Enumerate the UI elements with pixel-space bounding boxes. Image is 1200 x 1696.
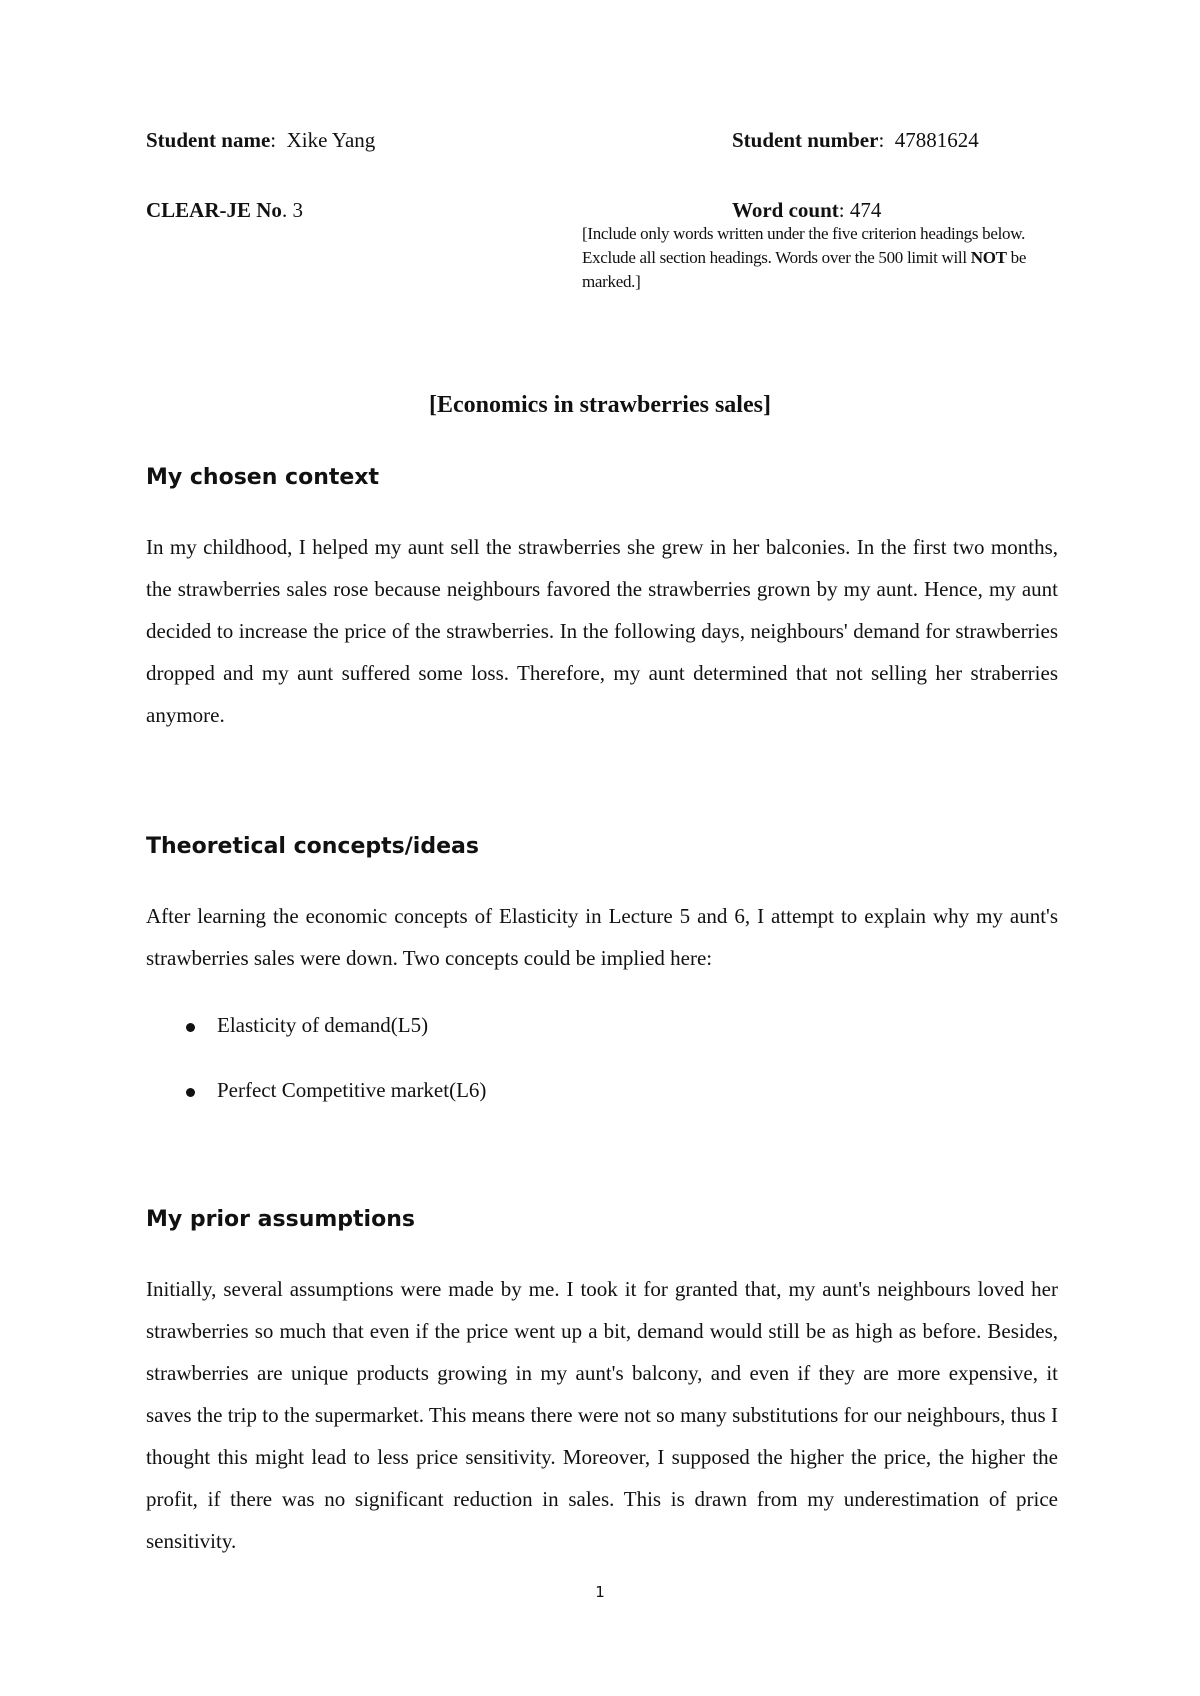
assumptions-paragraph: Initially, several assumptions were made by me. I took it for granted that, my aunt's neighbours loved her strawberries so much that even if the price went up a bit, demand would still be as high as before. Besides, strawberries are unique products growing in my aunt's balcony, and even if they are more expensive, it saves the trip to the supermarket. This means there were not so many substitutions for our neighbours, thus I thought this might lead to less price sensitivity. Moreover, I supposed the higher the price, the higher the profit, if there was no significant reduction in sales. This is drawn from my underestimation of price sensitivity. [146,1277,1058,1553]
student-number-value: 47881624 [894,128,979,152]
colon: : [878,128,895,152]
colon: : [270,128,287,152]
assumptions-heading: My prior assumptions [146,1207,415,1232]
word-count-line [732,197,881,223]
note-text-end: be marked.] [582,248,1027,291]
colon: : [838,198,850,222]
essay-title: [Economics in strawberries sales] [429,392,771,418]
bullet-icon [186,1088,195,1097]
student-number-label: Student number [732,128,879,152]
note-emphasis: NOT [970,248,1007,267]
clear-je-line [146,197,303,223]
theory-paragraph: After learning the economic concepts of Elasticity in Lecture 5 and 6, I attempt to explain why my aunt's strawberries sales were down. Two concepts could be implied here: [146,904,1058,970]
word-count-value: 474 [849,198,882,222]
clear-je-label: CLEAR-JE No [146,198,282,222]
clear-je-value: 3 [292,198,303,222]
student-name-value: Xike Yang [286,128,376,152]
context-heading: My chosen context [146,465,380,490]
student-name-line [146,127,375,153]
list-item-text: Elasticity of demand(L5) [217,1013,429,1037]
student-number-line [732,127,979,153]
page-number: 1 [595,1583,605,1601]
word-count-label: Word count [732,198,839,222]
note-text-start: [Include only words written under the five criterion headings below. Exclude all section headings. Words over the 500 limit will [582,224,1026,267]
context-paragraph: In my childhood, I helped my aunt sell the strawberries she grew in her balconies. In the first two months, the strawberries sales rose because neighbours favored the strawberries grown by my aunt. Hence, my aunt decided to increase the price of the strawberries. In the following days, neighbours' demand for strawberries dropped and my aunt suffered some loss. Therefore, my aunt determined that not selling her straberries anymore. [146,535,1058,727]
student-name-label: Student name [146,128,271,152]
period: . [281,198,293,222]
theory-heading: Theoretical concepts/ideas [146,834,479,859]
bullet-icon [186,1023,195,1032]
word-count-note [582,222,1072,294]
list-item-text: Perfect Competitive market(L6) [217,1078,487,1102]
